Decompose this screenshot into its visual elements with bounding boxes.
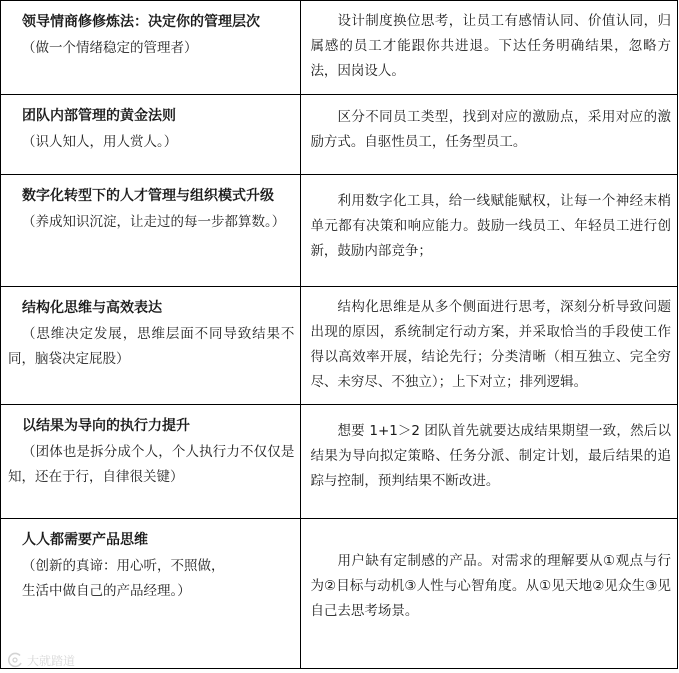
table-row (1, 519, 678, 669)
topic-title: 领导情商修修炼法：决定你的管理层次 (22, 14, 260, 30)
topic-cell (1, 405, 301, 519)
broken-circle-logo-icon (6, 651, 24, 669)
topic-cell (1, 1, 301, 95)
table-row (1, 287, 678, 405)
description-cell (301, 405, 678, 519)
topic-subtitle: （思维决定发展，思维层面不同导致结果不同，脑袋决定屁股） (8, 326, 295, 367)
topic-cell (1, 519, 301, 669)
topic-subtitle: （创新的真谛：用心听，不照做， (22, 558, 225, 574)
topic-subtitle: （做一个情绪稳定的管理者） (22, 40, 198, 56)
topic-description: 想要 1+1＞2 团队首先就要达成结果期望一致，然后以结果为导向拟定策略、任务分派、制定计划，最后结果的追踪与控制，预判结果不断改进。 (310, 423, 671, 489)
table-row (1, 175, 678, 287)
topic-description: 区分不同员工类型，找到对应的激励点，采用对应的激励方式。自驱性员工，任务型员工。 (310, 109, 671, 150)
topic-subtitle: （团体也是拆分成个人，个人执行力不仅仅是知，还在于行，自律很关键） (8, 444, 295, 485)
description-cell (301, 1, 678, 95)
description-cell (301, 95, 678, 175)
topic-description: 利用数字化工具，给一线赋能赋权，让每一个神经末梢单元都有决策和响应能力。鼓励一线员工、年轻员工进行创新，鼓励内部竞争； (310, 193, 671, 259)
topic-cell (1, 175, 301, 287)
topic-cell (1, 95, 301, 175)
topic-subtitle: 生活中做自己的产品经理。） (22, 583, 191, 599)
table-row (1, 405, 678, 519)
watermark (6, 651, 75, 669)
topic-title: 结构化思维与高效表达 (22, 300, 162, 316)
description-cell (301, 519, 678, 669)
topic-title: 人人都需要产品思维 (22, 532, 148, 548)
watermark-text: 大就踏道 (27, 653, 76, 668)
description-cell (301, 287, 678, 405)
description-cell (301, 175, 678, 287)
topic-description: 用户缺有定制感的产品。对需求的理解要从①观点与行为②目标与动机③人性与心智角度。从①见天地②见众生③见自己去思考场景。 (310, 553, 671, 619)
topic-title: 以结果为导向的执行力提升 (22, 418, 190, 434)
topic-title: 团队内部管理的黄金法则 (22, 108, 176, 124)
topic-description: 结构化思维是从多个侧面进行思考，深刻分析导致问题出现的原因，系统制定行动方案，并采取恰当的手段使工作得以高效率开展，结论先行；分类清晰（相互独立、完全穷尽、未穷尽、不独立）；上下对立；排列逻辑。 (310, 299, 671, 390)
table-row (1, 95, 678, 175)
topic-description: 设计制度换位思考，让员工有感情认同、价值认同，归属感的员工才能跟你共进退。下达任务明确结果，忽略方法，因岗设人。 (310, 13, 671, 79)
topic-subtitle: （养成知识沉淀，让走过的每一步都算数。） (22, 214, 286, 230)
topic-subtitle: （识人知人，用人赏人。） (22, 134, 178, 150)
table-row (1, 1, 678, 95)
topic-cell (1, 287, 301, 405)
topic-title: 数字化转型下的人才管理与组织模式升级 (22, 188, 274, 204)
